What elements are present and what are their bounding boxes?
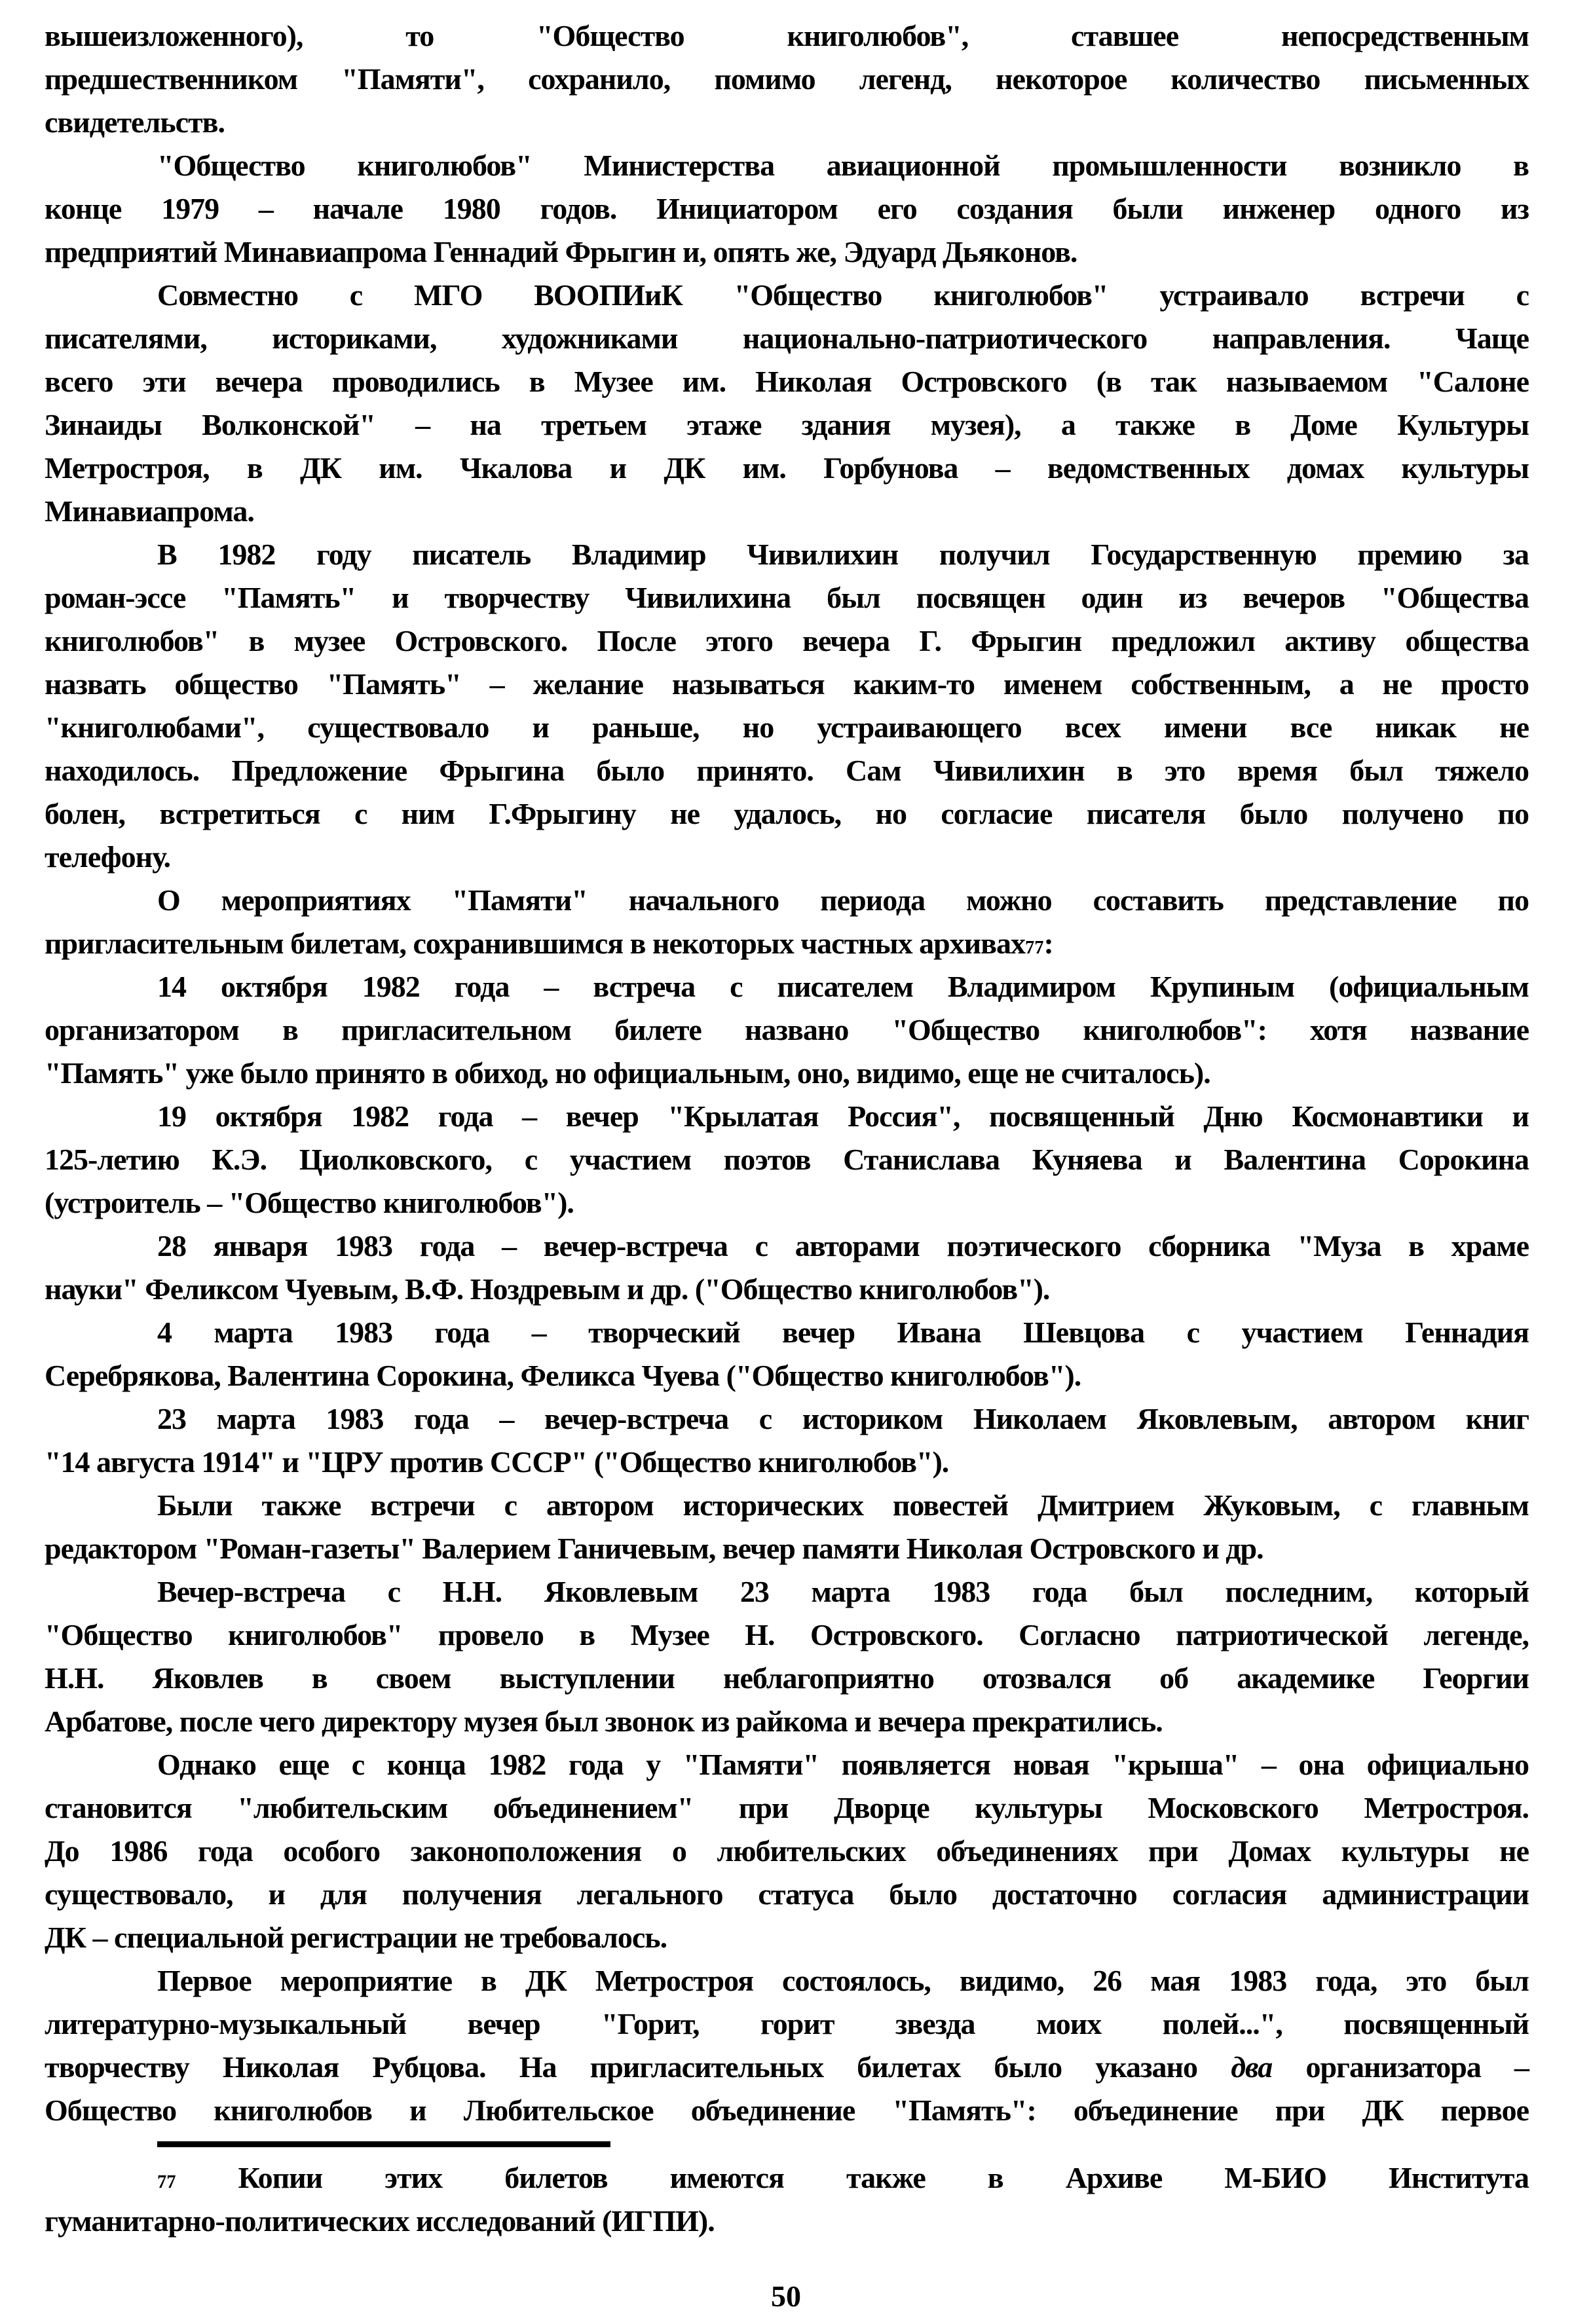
text-line (45, 490, 1529, 533)
text-line (45, 663, 1529, 706)
text-segment: конце 1979 – начале 1980 годов. Инициатором его создания были инженер одного из (45, 192, 1529, 225)
text-segment: всего эти вечера проводились в Музее им. Николая Островского (в так называемом "Салоне (45, 365, 1529, 398)
text-segment: науки" Феликсом Чуевым, В.Ф. Ноздревым и др. ("Общество книголюбов"). (45, 1272, 1050, 1306)
text-line (45, 1138, 1529, 1181)
text-line (45, 1786, 1529, 1830)
text-segment: Совместно с МГО ВООПИиК "Общество книголюбов" устраивало встречи с (157, 278, 1529, 312)
text-line (45, 274, 1529, 317)
text-segment: пригласительным билетам, сохранившимся в некоторых частных архивах (45, 927, 1026, 960)
text-line (45, 403, 1529, 447)
text-line (45, 1700, 1529, 1743)
text-segment: Первое мероприятие в ДК Метростроя состоялось, видимо, 26 мая 1983 года, это был (157, 1964, 1529, 1997)
text-line (45, 1484, 1529, 1527)
text-segment: До 1986 года особого законоположения о любительских объединениях при Домах культуры не (45, 1834, 1529, 1868)
text-segment: вышеизложенного), то "Общество книголюбов", ставшее непосредственным (45, 19, 1529, 52)
text-line (45, 533, 1529, 576)
text-segment: 125-летию К.Э. Циолковского, с участием поэтов Станислава Куняева и Валентина Сорокина (45, 1143, 1529, 1176)
text-segment: "Общество книголюбов" Министерства авиационной промышленности возникло в (157, 149, 1529, 182)
text-segment: становится "любительским объединением" при Дворце культуры Московского Метростроя. (45, 1791, 1529, 1824)
text-line (45, 2046, 1529, 2089)
text-line (45, 101, 1529, 144)
text-segment: писателями, историками, художниками национально-патриотического направления. Чаще (45, 322, 1529, 355)
text-segment: книголюбов" в музее Островского. После этого вечера Г. Фрыгин предложил активу общества (45, 624, 1529, 657)
text-segment: Серебрякова, Валентина Сорокина, Феликса Чуева ("Общество книголюбов"). (45, 1359, 1081, 1392)
text-segment: "книголюбами", существовало и раньше, но устраивающего всех имени все никак не (45, 710, 1529, 744)
text-segment: гуманитарно-политических исследований (ИГПИ). (45, 2204, 715, 2238)
text-line (45, 2200, 1529, 2243)
text-segment: творчеству Николая Рубцова. На пригласительных билетах было указано (45, 2050, 1231, 2084)
text-segment: Копии этих билетов имеются также в Архиве М-БИО Института (176, 2161, 1529, 2194)
text-segment: 4 марта 1983 года – творческий вечер Ивана Шевцова с участием Геннадия (157, 1316, 1529, 1349)
page-number: 50 (771, 2279, 801, 2313)
text-line (45, 1311, 1529, 1354)
text-segment: литературно-музыкальный вечер "Горит, горит звезда моих полей...", посвященный (45, 2007, 1529, 2040)
text-line (45, 836, 1529, 879)
text-segment: ДК – специальной регистрации не требовалось. (45, 1921, 667, 1954)
footnote-lines (45, 2156, 1529, 2243)
text-line (45, 14, 1529, 58)
text-line (45, 1268, 1529, 1311)
text-segment: : (1043, 927, 1053, 960)
text-segment: О мероприятиях "Памяти" начального периода можно составить представление по (157, 883, 1529, 917)
text-line (45, 879, 1529, 922)
text-line (45, 576, 1529, 619)
text-line (45, 1052, 1529, 1095)
text-line (45, 187, 1529, 231)
text-segment: предприятий Минавиапрома Геннадий Фрыгин и, опять же, Эдуард Дьяконов. (45, 235, 1077, 268)
text-line (45, 1743, 1529, 1786)
text-segment: назвать общество "Память" – желание называться каким-то именем собственным, а не просто (45, 667, 1529, 701)
text-line (45, 2156, 1529, 2200)
text-line (45, 231, 1529, 274)
text-line (45, 1008, 1529, 1052)
text-line (45, 1657, 1529, 1700)
footnote (45, 2141, 1529, 2243)
text-segment: "14 августа 1914" и "ЦРУ против СССР" ("Общество книголюбов"). (45, 1445, 949, 1479)
text-segment: организатора – (1272, 2050, 1529, 2084)
text-line (45, 58, 1529, 101)
text-segment: свидетельств. (45, 105, 225, 139)
text-segment: Зинаиды Волконской" – на третьем этаже здания музея), а также в Доме Культуры (45, 408, 1529, 441)
text-line (45, 1441, 1529, 1484)
text-segment: 23 марта 1983 года – вечер-встреча с историком Николаем Яковлевым, автором книг (157, 1402, 1529, 1435)
text-segment: Н.Н. Яковлев в своем выступлении неблагоприятно отозвался об академике Георгии (45, 1661, 1529, 1695)
text-segment: Общество книголюбов и Любительское объединение "Память": объединение при ДК первое (45, 2093, 1529, 2127)
text-segment: предшественником "Памяти", сохранило, помимо легенд, некоторое количество письменных (45, 62, 1529, 96)
text-segment: Минавиапрома. (45, 494, 254, 528)
text-line (45, 922, 1529, 965)
text-line (45, 2002, 1529, 2046)
text-line (45, 1181, 1529, 1225)
text-segment: "Общество книголюбов" провело в Музее Н. Островского. Согласно патриотической легенде, (45, 1618, 1529, 1651)
text-line (45, 360, 1529, 403)
text-line (45, 1225, 1529, 1268)
footnote-reference: 77 (1025, 938, 1044, 958)
text-segment: два (1231, 2050, 1273, 2084)
text-segment: Вечер-встреча с Н.Н. Яковлевым 23 марта 1983 года был последним, который (157, 1575, 1529, 1608)
text-line (45, 1354, 1529, 1397)
text-line (45, 447, 1529, 490)
text-segment: роман-эссе "Память" и творчеству Чивилихина был посвящен один из вечеров "Общества (45, 581, 1529, 614)
text-line (45, 749, 1529, 792)
text-segment: редактором "Роман-газеты" Валерием Ганичевым, вечер памяти Николая Островского и др. (45, 1532, 1263, 1565)
text-segment: "Память" уже было принято в обиход, но официальным, оно, видимо, еще не считалось). (45, 1056, 1210, 1090)
text-segment: телефону. (45, 840, 171, 874)
text-segment: 19 октября 1982 года – вечер "Крылатая Россия", посвященный Дню Космонавтики и (157, 1099, 1529, 1133)
text-line (45, 1830, 1529, 1873)
text-line (45, 1527, 1529, 1570)
text-segment: находилось. Предложение Фрыгина было принято. Сам Чивилихин в это время был тяжело (45, 754, 1529, 787)
text-segment: Метростроя, в ДК им. Чкалова и ДК им. Горбунова – ведомственных домах культуры (45, 451, 1529, 485)
text-line (45, 1397, 1529, 1441)
text-segment: В 1982 году писатель Владимир Чивилихин получил Государственную премию за (157, 538, 1529, 571)
text-line (45, 792, 1529, 836)
text-line (45, 1614, 1529, 1657)
text-line (45, 317, 1529, 360)
text-segment: существовало, и для получения легального статуса было достаточно согласия администрации (45, 1877, 1529, 1911)
text-line (45, 965, 1529, 1008)
text-line (45, 2089, 1529, 2132)
text-segment: Были также встречи с автором исторических повестей Дмитрием Жуковым, с главным (157, 1488, 1529, 1522)
text-segment: 28 января 1983 года – вечер-встреча с авторами поэтического сборника "Муза в храме (157, 1229, 1529, 1263)
body-text (45, 14, 1529, 2132)
text-line (45, 1959, 1529, 2002)
footnote-reference: 77 (157, 2172, 176, 2192)
text-line (45, 619, 1529, 663)
footnote-separator-rule (157, 2141, 610, 2147)
text-line (45, 706, 1529, 749)
text-segment: (устроитель – "Общество книголюбов"). (45, 1186, 574, 1219)
text-segment: болен, встретиться с ним Г.Фрыгину не удалось, но согласие писателя было получено по (45, 797, 1529, 830)
text-line (45, 1570, 1529, 1614)
text-segment: организатором в пригласительном билете названо "Общество книголюбов": хотя название (45, 1013, 1529, 1046)
text-line (45, 144, 1529, 187)
text-segment: Однако еще с конца 1982 года у "Памяти" появляется новая "крыша" – она официально (157, 1748, 1529, 1781)
text-line (45, 1095, 1529, 1138)
text-line (45, 1873, 1529, 1916)
text-segment: 14 октября 1982 года – встреча с писателем Владимиром Крупиным (официальным (157, 970, 1529, 1003)
text-segment: Арбатове, после чего директору музея был звонок из райкома и вечера прекратились. (45, 1705, 1163, 1738)
text-line (45, 1916, 1529, 1959)
